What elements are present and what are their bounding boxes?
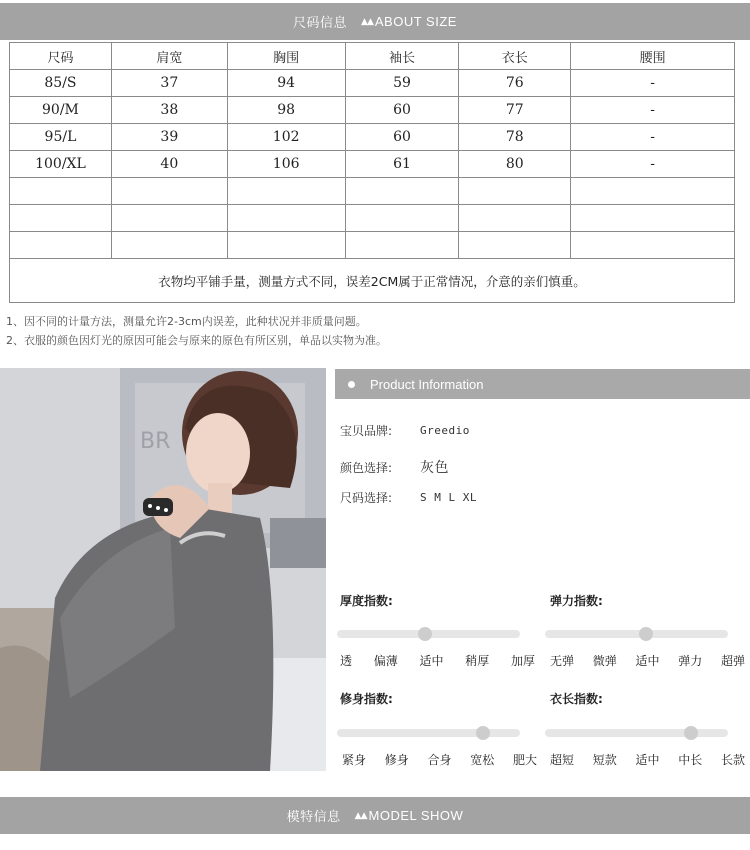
banner-title-en: ABOUT SIZE [374, 14, 457, 29]
table-cell: 90/M [10, 97, 112, 124]
table-cell: 60 [345, 97, 459, 124]
table-cell: - [571, 97, 735, 124]
table-header-row [10, 43, 735, 70]
scale-label: 超短 [550, 753, 575, 767]
model-show-banner [0, 797, 750, 834]
column-header: 袖长 [345, 43, 459, 70]
color-row [340, 457, 449, 477]
scale-label: 紧身 [342, 753, 367, 767]
table-cell: 80 [459, 151, 571, 178]
product-info-title: Product Information [370, 376, 484, 392]
table-cell: 60 [345, 124, 459, 151]
table-cell: - [571, 124, 735, 151]
table-cell: 59 [345, 70, 459, 97]
length-index-title: 衣长指数: [550, 692, 603, 706]
column-header: 肩宽 [111, 43, 227, 70]
model-photo [0, 368, 326, 771]
size-row [340, 489, 477, 506]
scale-label: 短款 [592, 753, 617, 767]
banner-title-cn: 模特信息 [286, 810, 341, 825]
table-cell: 78 [459, 124, 571, 151]
elasticity-knob [639, 627, 653, 641]
scale-label: 长款 [720, 753, 745, 767]
product-info-header [335, 369, 750, 399]
scale-label: 透 [340, 654, 353, 668]
table-cell: 38 [111, 97, 227, 124]
table-cell: 98 [227, 97, 345, 124]
notes-block [6, 312, 387, 350]
empty-row [10, 205, 735, 232]
footnote-row [10, 259, 735, 303]
table-cell: 77 [459, 97, 571, 124]
table-cell: 61 [345, 151, 459, 178]
scale-label: 中长 [678, 753, 703, 767]
table-cell: 94 [227, 70, 345, 97]
scale-label: 微弹 [592, 654, 617, 668]
size-label: 尺码选择: [340, 491, 393, 505]
table-cell: 76 [459, 70, 571, 97]
table-row [10, 70, 735, 97]
scale-label: 稍厚 [465, 654, 490, 668]
scale-label: 适中 [419, 654, 444, 668]
empty-row [10, 232, 735, 259]
table-cell: 106 [227, 151, 345, 178]
table-cell: 102 [227, 124, 345, 151]
scale-label: 偏薄 [373, 654, 398, 668]
brand-label: 宝贝品牌: [340, 424, 393, 438]
column-header: 腰围 [571, 43, 735, 70]
table-cell: - [571, 151, 735, 178]
elasticity-index-title: 弹力指数: [550, 594, 603, 608]
thickness-index-title: 厚度指数: [340, 594, 393, 608]
scale-label: 合身 [427, 753, 452, 767]
brand-value: Greedio [420, 424, 470, 437]
banner-title-en: MODEL SHOW [368, 808, 464, 823]
table-cell: 100/XL [10, 151, 112, 178]
fit-track [337, 729, 520, 737]
thickness-scale [340, 652, 535, 669]
table-cell: - [571, 70, 735, 97]
note-line: 1、因不同的计量方法，测量允许2-3cm内误差，此种状况并非质量问题。 [6, 315, 367, 328]
measurement-footnote: 衣物均平铺手量，测量方式不同，误差2CM属于正常情况，介意的亲们慎重。 [10, 259, 735, 303]
scale-label: 加厚 [510, 654, 535, 668]
length-scale [550, 751, 745, 768]
fit-scale [342, 751, 537, 768]
length-knob [684, 726, 698, 740]
svg-text:BR: BR [140, 429, 171, 454]
fit-knob [476, 726, 490, 740]
size-info-banner [0, 3, 750, 40]
table-row [10, 151, 735, 178]
thickness-track [337, 630, 520, 638]
column-header: 尺码 [10, 43, 112, 70]
color-value: 灰色 [420, 460, 449, 476]
elasticity-scale [550, 652, 745, 669]
table-cell: 40 [111, 151, 227, 178]
table-row [10, 124, 735, 151]
scale-label: 无弹 [550, 654, 575, 668]
length-track [545, 729, 728, 737]
scale-label: 弹力 [678, 654, 703, 668]
note-line: 2、衣服的颜色因灯光的原因可能会与原来的原色有所区别，单品以实物为准。 [6, 334, 387, 347]
elasticity-track [545, 630, 728, 638]
triangle-icon: ▲▲ [354, 810, 367, 821]
color-label: 颜色选择: [340, 460, 393, 475]
table-cell: 39 [111, 124, 227, 151]
scale-label: 超弹 [720, 654, 745, 668]
scale-label: 宽松 [470, 753, 495, 767]
scale-label: 适中 [635, 753, 660, 767]
thickness-knob [418, 627, 432, 641]
scale-label: 修身 [384, 753, 409, 767]
scale-label: 肥大 [512, 753, 537, 767]
table-cell: 37 [111, 70, 227, 97]
triangle-icon: ▲▲ [361, 16, 373, 27]
column-header: 衣长 [459, 43, 571, 70]
table-cell: 85/S [10, 70, 112, 97]
scale-label: 适中 [635, 654, 660, 668]
size-table [9, 42, 735, 303]
banner-title-cn: 尺码信息 [293, 16, 348, 31]
bullet-icon [348, 381, 355, 388]
fit-index-title: 修身指数: [340, 692, 393, 706]
size-value: S M L XL [420, 491, 477, 504]
column-header: 胸围 [227, 43, 345, 70]
empty-row [10, 178, 735, 205]
table-row [10, 97, 735, 124]
table-cell: 95/L [10, 124, 112, 151]
brand-row [340, 422, 470, 439]
